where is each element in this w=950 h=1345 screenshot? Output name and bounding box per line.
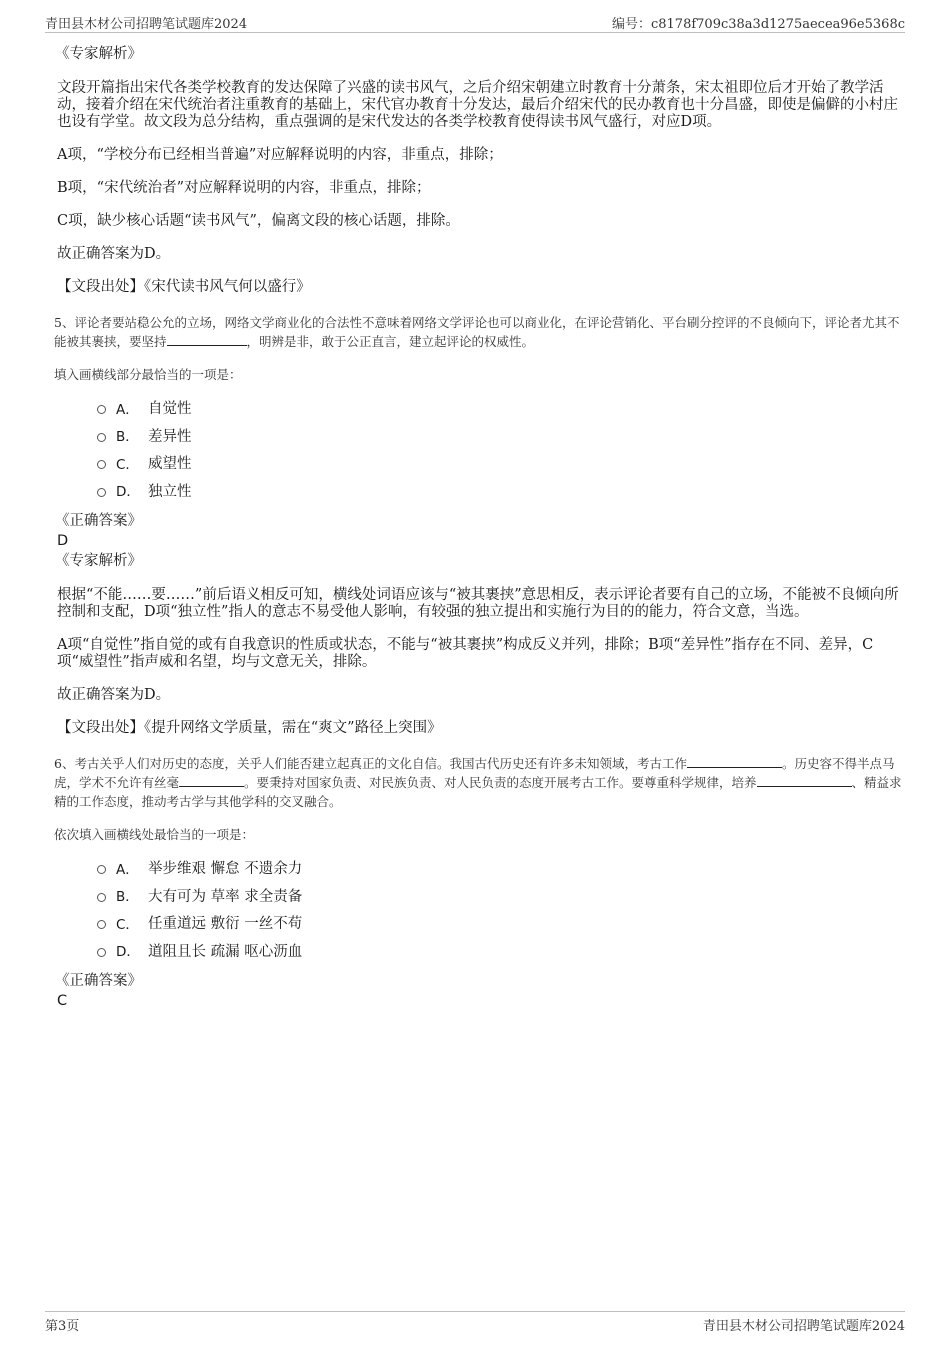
option-a[interactable] [97, 394, 902, 422]
analysis-title: 《专家解析》 [55, 553, 142, 569]
analysis-conclusion: 故正确答案为D。 [57, 246, 171, 262]
analysis-paragraph: C项，缺少核心话题“读书风气”，偏离文段的核心话题，排除。 [57, 213, 460, 229]
option-d[interactable] [97, 937, 902, 965]
radio-icon[interactable] [97, 488, 106, 497]
radio-icon[interactable] [97, 405, 106, 414]
answer-title: 《正确答案》 [55, 513, 142, 529]
option-c[interactable] [97, 449, 902, 477]
analysis-paragraph: A项，“学校分布已经相当普遍”对应解释说明的内容，非重点，排除； [57, 147, 503, 163]
option-letter: C． [116, 916, 139, 933]
page-header [45, 12, 905, 33]
answer-value: D [57, 533, 69, 549]
option-text: 差异性 [148, 428, 192, 445]
question-stem-text: 、精益求精的工作态度，推动考古学与其他学科的交叉融合。 [54, 775, 902, 809]
question-stem-text: 6、考古关乎人们对历史的态度，关乎人们能否建立起真正的文化自信。我国古代历史还有许多未知领域，考古工作 [54, 756, 687, 771]
footer-doc-title: 青田县木材公司招聘笔试题库2024 [702, 1319, 905, 1334]
answer-value: C [57, 993, 68, 1009]
analysis-title: 《专家解析》 [55, 46, 142, 62]
radio-icon[interactable] [97, 865, 106, 874]
fill-blank [179, 774, 244, 787]
option-letter: D． [116, 944, 140, 961]
option-a[interactable] [97, 854, 902, 882]
header-doc-title: 青田县木材公司招聘笔试题库2024 [45, 16, 248, 32]
option-text: 任重道远 敷衍 一丝不苟 [148, 916, 303, 933]
option-letter: D． [116, 484, 140, 501]
option-letter: B． [116, 429, 139, 446]
radio-icon[interactable] [97, 893, 106, 902]
analysis-paragraph: 文段开篇指出宋代各类学校教育的发达保障了兴盛的读书风气，之后介绍宋朝建立时教育十分萧条，宋太祖即位后才开始了教学活动，接着介绍在宋代统治者注重教育的基础上，宋代官办教育十分发达，最后介绍宋代的民办教育也十分昌盛，即使是偏僻的小村庄也设有学堂。故文段为总分结构，重点强调的是宋代发达的各类学校教育使得读书风气盛行，对应D项。 [57, 80, 898, 130]
option-letter: A． [116, 401, 139, 418]
radio-icon[interactable] [97, 433, 106, 442]
source-citation: 【文段出处】《提升网络文学质量，需在“爽文”路径上突围》 [57, 720, 442, 736]
question-prompt: 依次填入画横线处最恰当的一项是： [54, 827, 255, 842]
option-c[interactable] [97, 909, 902, 937]
option-letter: B． [116, 889, 139, 906]
analysis-conclusion: 故正确答案为D。 [57, 687, 171, 703]
page-content [54, 46, 902, 1010]
fill-blank [167, 333, 247, 346]
answer-title: 《正确答案》 [55, 973, 142, 989]
radio-icon[interactable] [97, 920, 106, 929]
question-prompt: 填入画横线部分最恰当的一项是： [54, 367, 242, 382]
option-b[interactable] [97, 882, 902, 910]
question-stem [54, 313, 902, 351]
header-doc-id: 编号：c8178f709c38a3d1275aecea96e5368c [611, 16, 905, 32]
question-stem-text: ，明辨是非，敢于公正直言，建立起评论的权威性。 [246, 334, 535, 349]
option-letter: A． [116, 861, 139, 878]
options-list [57, 854, 902, 964]
options-list [57, 394, 902, 504]
option-text: 举步维艰 懈怠 不遗余力 [148, 861, 303, 878]
analysis-paragraph: 根据“不能……要……”前后语义相反可知，横线处词语应该与“被其裹挟”意思相反，表示评论者要有自己的立场，不能被不良倾向所控制和支配，D项“独立性”指人的意志不易受他人影响，有较强的独立提出和实施行为目的的能力，符合文意，当选。 [57, 587, 899, 620]
option-text: 独立性 [148, 483, 192, 500]
radio-icon[interactable] [97, 460, 106, 469]
option-text: 道阻且长 疏漏 呕心沥血 [148, 943, 303, 960]
question-stem-text: 。要秉持对国家负责、对民族负责、对人民负责的态度开展考古工作。要尊重科学规律，培养 [244, 775, 757, 790]
page-footer [45, 1311, 905, 1334]
analysis-paragraph: B项，“宋代统治者”对应解释说明的内容，非重点，排除； [57, 180, 431, 196]
footer-page-number: 第3页 [45, 1319, 80, 1334]
question-stem [54, 754, 902, 811]
option-b[interactable] [97, 422, 902, 450]
question-stem-text: 5、评论者要站稳公允的立场，网络文学商业化的合法性不意味着网络文学评论也可以商业化，在评论营销化、平台刷分控评的不良倾向下，评论者尤其不能被其裹挟，要坚持 [54, 315, 900, 349]
radio-icon[interactable] [97, 948, 106, 957]
option-text: 大有可为 草率 求全责备 [148, 888, 303, 905]
source-citation: 【文段出处】《宋代读书风气何以盛行》 [57, 279, 311, 295]
option-text: 威望性 [148, 456, 192, 473]
analysis-paragraph: A项“自觉性”指自觉的或有自我意识的性质或状态，不能与“被其裹挟”构成反义并列，排除；B项“差异性”指存在不同、差异，C项“威望性”指声威和名望，均与文意无关，排除。 [57, 637, 874, 670]
option-letter: C． [116, 456, 139, 473]
question-stem-text: 。历史容不得半点马虎，学术不允许有丝毫 [54, 756, 895, 790]
fill-blank [757, 774, 852, 787]
option-d[interactable] [97, 477, 902, 505]
fill-blank [687, 755, 782, 768]
option-text: 自觉性 [148, 401, 192, 418]
